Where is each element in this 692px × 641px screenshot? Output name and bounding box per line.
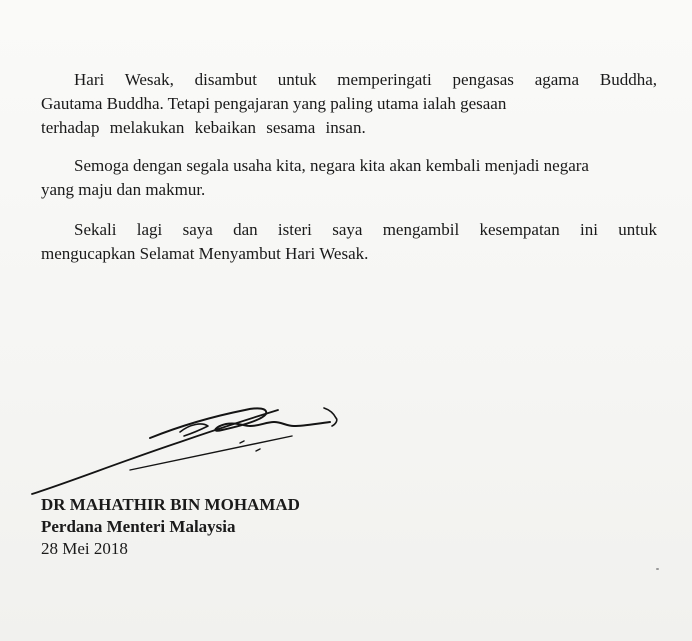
paragraph-line: Gautama Buddha. Tetapi pengajaran yang paling utama ialah gesaan [41, 94, 507, 113]
paragraph-line: mengucapkan Selamat Menyambut Hari Wesak. [41, 244, 369, 263]
paper-speck [656, 568, 659, 570]
paragraph-sekali-lagi [41, 218, 657, 266]
handwritten-signature [30, 396, 360, 496]
paragraph-wesak [41, 68, 657, 140]
paragraph-line: Sekali lagi saya dan isteri saya mengambil kesempatan ini untuk [74, 220, 657, 239]
letter-date: 28 Mei 2018 [41, 539, 128, 558]
paragraph-line: terhadap melakukan kebaikan sesama insan. [41, 118, 366, 137]
signature-block [41, 494, 300, 560]
paragraph-line: Semoga dengan segala usaha kita, negara kita akan kembali menjadi negara [74, 156, 589, 175]
paragraph-semoga [41, 154, 657, 202]
paragraph-line: Hari Wesak, disambut untuk memperingati pengasas agama Buddha, [74, 70, 657, 89]
signatory-title: Perdana Menteri Malaysia [41, 517, 236, 536]
signatory-name: DR MAHATHIR BIN MOHAMAD [41, 495, 300, 514]
paragraph-line: yang maju dan makmur. [41, 180, 206, 199]
